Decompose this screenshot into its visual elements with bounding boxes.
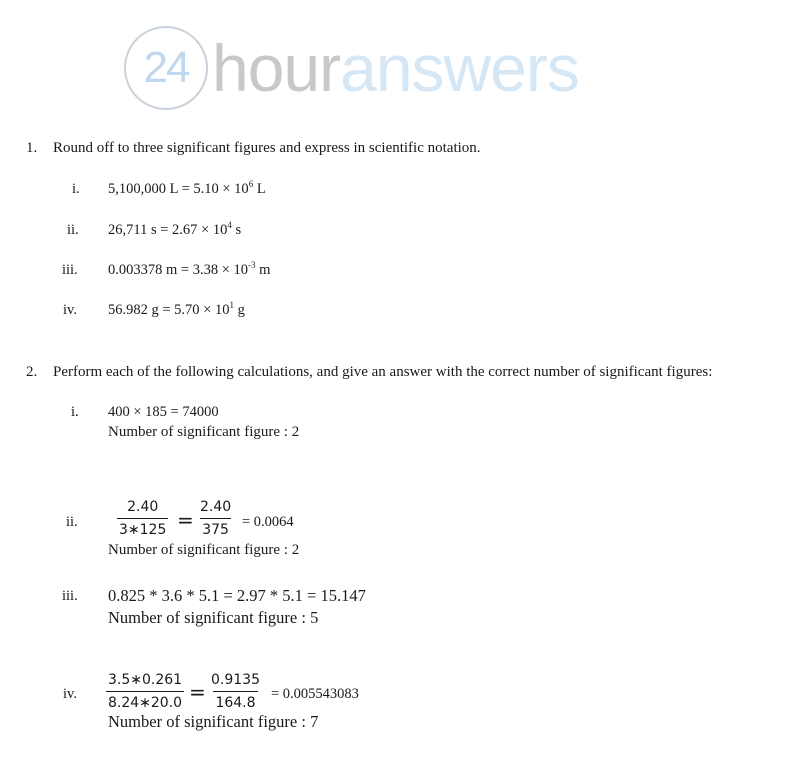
- q2-item-3-roman: iii.: [62, 588, 78, 604]
- question-1-number: 1.: [26, 140, 38, 156]
- q1-item-4-base: 56.982 g = 5.70 × 10: [108, 302, 230, 318]
- q1-item-3-base: 0.003378 m = 3.38 × 10: [108, 262, 249, 278]
- q2-item-4-equals: =: [189, 680, 206, 704]
- q2-item-2-fraction-2: [198, 499, 233, 538]
- q1-item-4-exponent: 1: [229, 300, 234, 310]
- q2-item-4-note: Number of significant figure : 7: [108, 712, 319, 731]
- q1-item-2-roman: ii.: [67, 222, 79, 238]
- q1-item-1-base: 5,100,000 L = 5.10 × 10: [108, 181, 249, 197]
- q2-item-4-fraction-1-denominator: 8.24∗20.0: [106, 691, 184, 711]
- q2-item-2-result: = 0.0064: [242, 514, 294, 530]
- question-2-text: Perform each of the following calculations, and give an answer with the correct number of significant figures:: [53, 364, 713, 380]
- q2-item-2-fraction-1: [117, 499, 168, 538]
- q2-item-1-roman: i.: [71, 404, 79, 420]
- logo-circle: [124, 26, 208, 110]
- question-2-number: 2.: [26, 364, 38, 380]
- q2-item-2-fraction-1-numerator: 2.40: [127, 499, 159, 515]
- q1-item-2-base: 26,711 s = 2.67 × 10: [108, 222, 228, 238]
- q1-item-2: [108, 222, 241, 239]
- logo-word-answers: answers: [340, 31, 579, 105]
- q2-item-4-fraction-1: [106, 672, 184, 711]
- q1-item-4-roman: iv.: [63, 302, 77, 318]
- question-1-text: Round off to three significant figures and express in scientific notation.: [53, 140, 481, 156]
- q1-item-4-unit: g: [233, 302, 245, 318]
- q1-item-1: [108, 181, 266, 198]
- q2-item-2-equals: =: [177, 508, 194, 532]
- q1-item-3: [108, 262, 270, 279]
- q2-item-4-fraction-1-numerator: 3.5∗0.261: [108, 672, 183, 688]
- q1-item-4: [108, 302, 245, 319]
- q2-item-4-roman: iv.: [63, 686, 77, 702]
- logo-number: 24: [143, 43, 189, 92]
- q2-item-4-fraction-2-denominator: 164.8: [213, 691, 257, 711]
- q2-item-2-note: Number of significant figure : 2: [108, 542, 300, 558]
- q2-item-3-calculation: 0.825 * 3.6 * 5.1 = 2.97 * 5.1 = 15.147: [108, 586, 366, 605]
- q2-item-3-note: Number of significant figure : 5: [108, 608, 319, 627]
- q2-item-4-result: = 0.005543083: [271, 686, 359, 702]
- q1-item-3-unit: m: [255, 262, 271, 278]
- q2-item-1-calculation: 400 × 185 = 74000: [108, 404, 219, 420]
- q1-item-2-unit: s: [231, 222, 242, 238]
- q2-item-2-fraction-2-denominator: 375: [200, 518, 231, 538]
- q1-item-3-exponent: -3: [248, 260, 256, 270]
- q2-item-4-fraction-2: [209, 672, 262, 711]
- q2-item-2-fraction-2-numerator: 2.40: [200, 499, 232, 515]
- q2-item-1-note: Number of significant figure : 2: [108, 424, 300, 440]
- question-2-heading: [26, 364, 712, 381]
- q2-item-2-fraction-1-denominator: 3∗125: [117, 518, 168, 538]
- q1-item-1-roman: i.: [72, 181, 80, 197]
- q1-item-2-exponent: 4: [227, 220, 232, 230]
- q2-item-2-roman: ii.: [66, 514, 78, 530]
- watermark-logo: [124, 24, 579, 112]
- q1-item-1-exponent: 6: [248, 179, 254, 189]
- question-1-heading: [26, 140, 481, 157]
- q1-item-3-roman: iii.: [62, 262, 78, 278]
- logo-word-hour: hour: [212, 31, 341, 105]
- q2-item-4-fraction-2-numerator: 0.9135: [211, 672, 260, 688]
- q1-item-1-unit: L: [253, 181, 266, 197]
